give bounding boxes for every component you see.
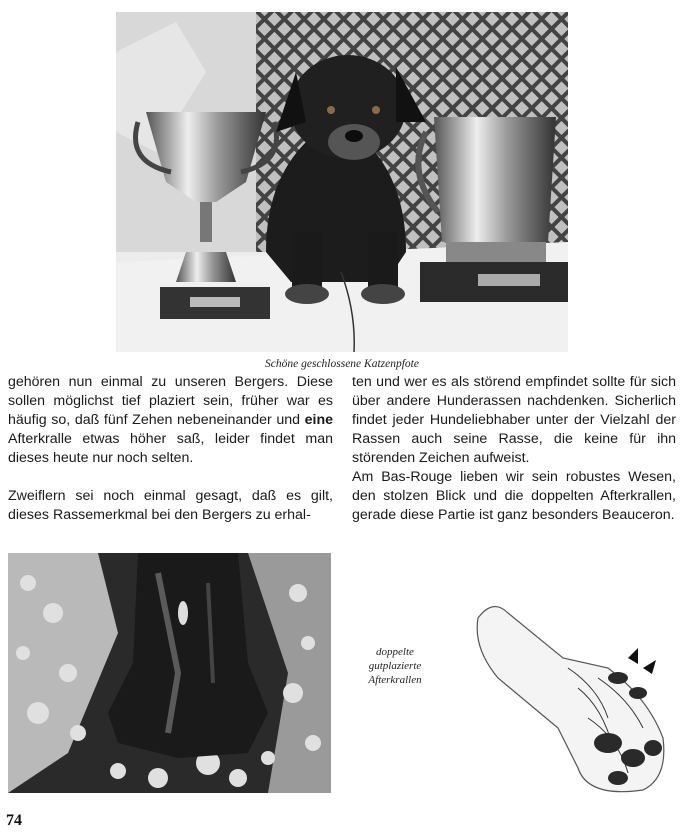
- right-text-column: [352, 373, 676, 525]
- dewclaw-drawing: [468, 598, 678, 798]
- page-number: 74: [6, 812, 22, 829]
- left-paragraph-1-end: Afterkralle etwas höher saß, leider findet man dieses heute nur noch selten.: [8, 431, 333, 466]
- drawing-caption-line-3: Afterkrallen: [368, 674, 422, 686]
- left-paragraph-2: Zweiflern sei noch einmal gesagt, daß es gilt, dieses Rassemerkmal bei den Bergers zu erhal-: [8, 488, 333, 523]
- puppy-trophies-photo: [116, 12, 568, 352]
- left-paragraph-1-start: gehören nun einmal zu unseren Bergers. Diese sollen möglichst tief plaziert sein, früher war es häufig so, daß fünf Zehen nebeneinander und: [8, 374, 333, 428]
- photo-caption: Schöne geschlossene Katzenpfote: [265, 358, 419, 370]
- right-paragraph-1: ten und wer es als störend empfindet sollte für sich über andere Hunderassen nachdenken. Sicherlich findet jeder Hundeliebhaber unter der Vielzahl der Rassen auch seine Rasse, die keine für ihn störenden Zeichen aufweist.: [352, 374, 676, 466]
- emphasis-word: eine: [304, 412, 333, 428]
- drawing-caption-line-1: doppelte: [376, 646, 414, 658]
- left-paragraph-1: [8, 373, 333, 468]
- drawing-caption-line-2: gutplazierte: [368, 660, 422, 672]
- left-text-column: [8, 373, 333, 525]
- dog-paw-photo: [8, 553, 331, 793]
- drawing-caption: [350, 645, 440, 687]
- right-paragraph-2: Am Bas-Rouge lieben wir sein robustes Wesen, den stolzen Blick und die doppelten Afterkrallen, gerade diese Partie ist ganz besonders Beauceron.: [352, 469, 676, 523]
